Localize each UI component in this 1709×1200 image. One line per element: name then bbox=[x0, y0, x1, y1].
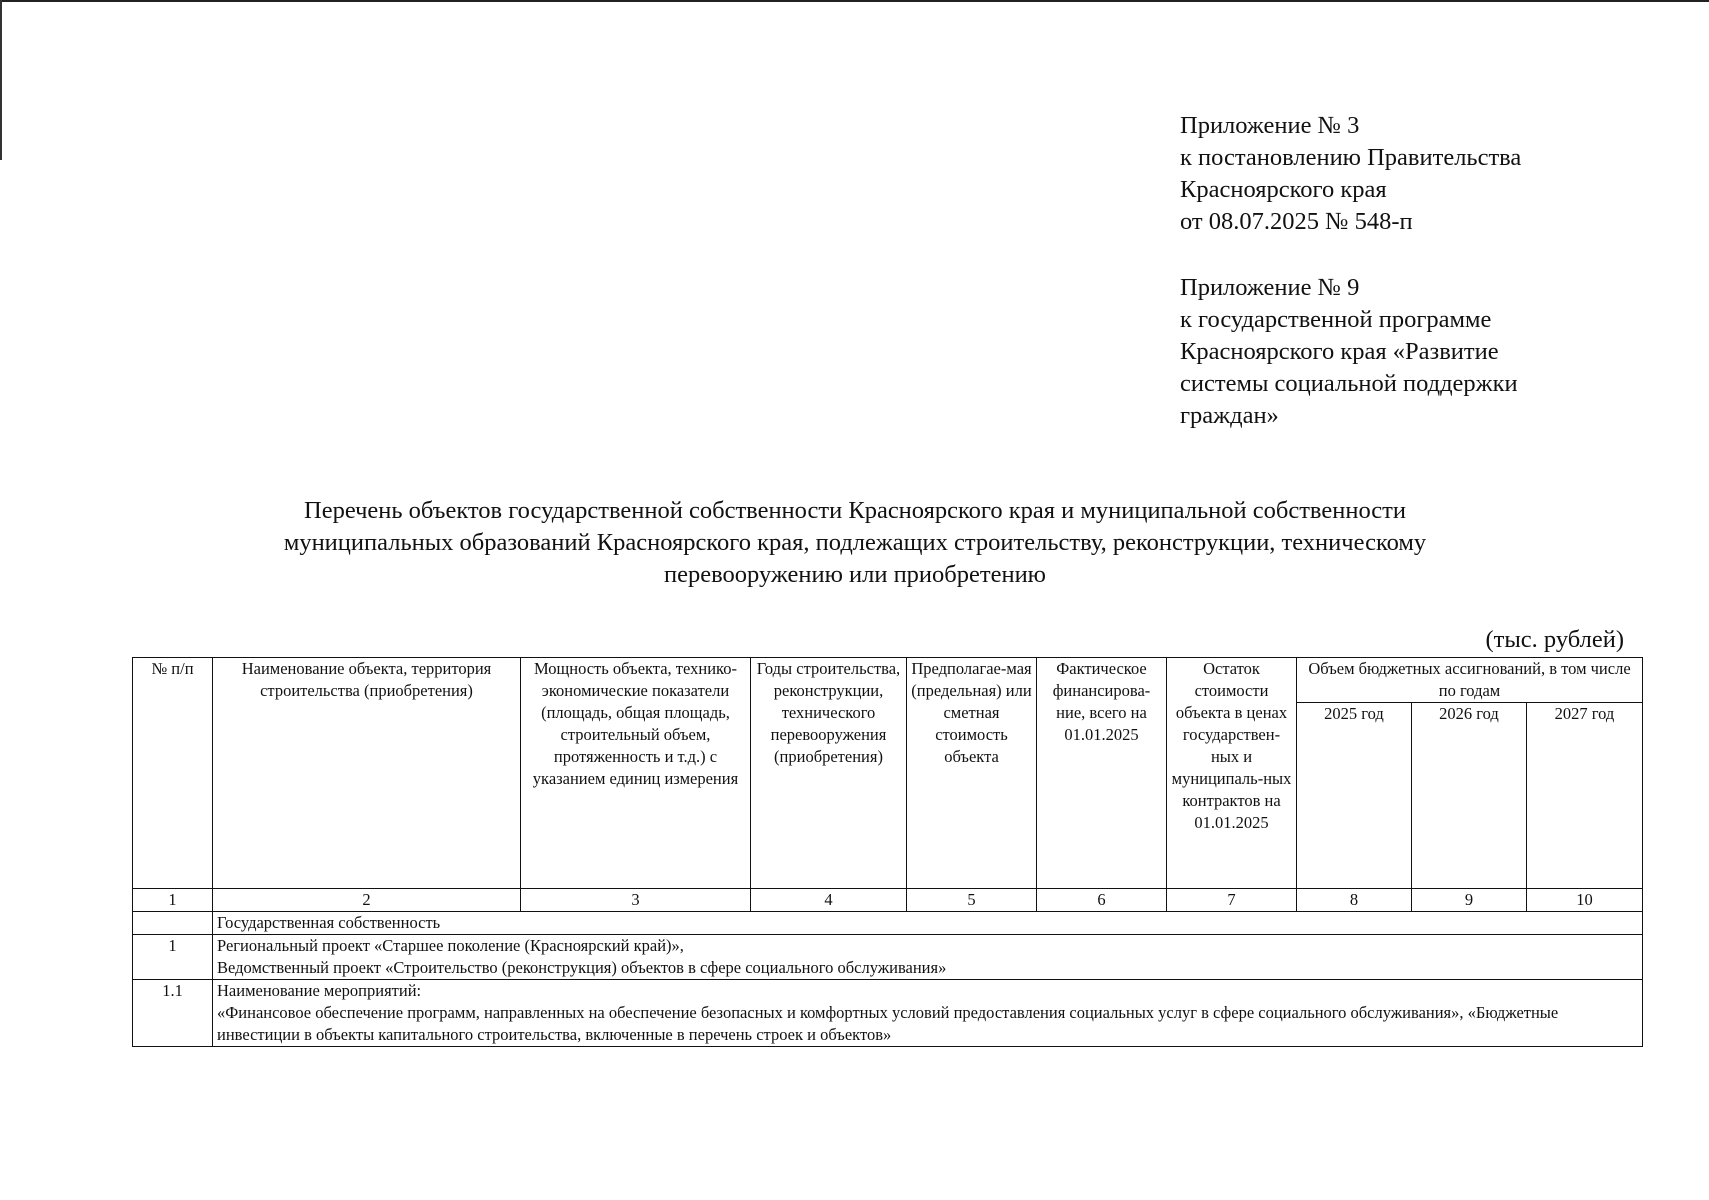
row-text-line: Ведомственный проект «Строительство (реконструкция) объектов в сфере социального обслуживания» bbox=[217, 958, 947, 977]
objects-table bbox=[132, 657, 1643, 1047]
header-estimated-cost: Предполагае-мая (предельная) или сметная стоимость объекта bbox=[907, 658, 1037, 889]
header-remaining-cost: Остаток стоимости объекта в ценах государствен-ных и муниципаль-ных контрактов на 01.01.2025 bbox=[1167, 658, 1297, 889]
column-number: 8 bbox=[1297, 889, 1412, 912]
table-row bbox=[133, 935, 1643, 980]
title-line: Перечень объектов государственной собственности Красноярского края и муниципальной собственности bbox=[304, 497, 1406, 524]
header-budget-allocations: Объем бюджетных ассигнований, в том числе по годам bbox=[1297, 658, 1643, 703]
row-text bbox=[213, 980, 1643, 1047]
row-text bbox=[213, 935, 1643, 980]
column-number: 10 bbox=[1527, 889, 1643, 912]
column-number: 2 bbox=[213, 889, 521, 912]
appendix-9-line: системы социальной поддержки bbox=[1180, 370, 1518, 397]
row-text-line: Государственная собственность bbox=[217, 913, 441, 932]
appendix-9-header bbox=[1180, 272, 1518, 432]
column-number: 4 bbox=[751, 889, 907, 912]
column-number: 6 bbox=[1037, 889, 1167, 912]
appendix-9-line: граждан» bbox=[1180, 402, 1279, 429]
column-number: 5 bbox=[907, 889, 1037, 912]
appendix-9-line: к государственной программе bbox=[1180, 306, 1492, 333]
title-line: перевооружению или приобретению bbox=[664, 561, 1046, 588]
header-actual-financing: Фактическое финансирова-ние, всего на 01.01.2025 bbox=[1037, 658, 1167, 889]
header-year-2027: 2027 год bbox=[1527, 703, 1643, 889]
header-year-2026: 2026 год bbox=[1412, 703, 1527, 889]
header-number: № п/п bbox=[133, 658, 213, 889]
appendix-3-line: Красноярского края bbox=[1180, 176, 1387, 203]
appendix-9-line: Приложение № 9 bbox=[1180, 274, 1360, 301]
header-object-name: Наименование объекта, территория строительства (приобретения) bbox=[213, 658, 521, 889]
title-line: муниципальных образований Красноярского края, подлежащих строительству, реконструкции, техническому bbox=[283, 529, 1427, 556]
row-text-line: Региональный проект «Старшее поколение (Красноярский край)», bbox=[217, 936, 684, 955]
table-row bbox=[133, 980, 1643, 1047]
column-number: 3 bbox=[521, 889, 751, 912]
table-row bbox=[133, 912, 1643, 935]
row-text-line: Наименование мероприятий: bbox=[217, 981, 422, 1000]
scan-top-edge bbox=[0, 0, 1709, 2]
row-number: 1.1 bbox=[133, 980, 213, 1047]
column-numbers-row bbox=[133, 889, 1643, 912]
appendix-3-header bbox=[1180, 110, 1521, 238]
header-capacity: Мощность объекта, технико-экономические показатели (площадь, общая площадь, строительный объем, протяженность и т.д.) с указанием единиц измерения bbox=[521, 658, 751, 889]
document-title bbox=[150, 495, 1560, 591]
table-header-row bbox=[133, 658, 1643, 703]
scan-left-edge bbox=[0, 0, 2, 160]
column-number: 1 bbox=[133, 889, 213, 912]
column-number: 7 bbox=[1167, 889, 1297, 912]
appendix-9-line: Красноярского края «Развитие bbox=[1180, 338, 1499, 365]
row-number bbox=[133, 912, 213, 935]
row-text bbox=[213, 912, 1643, 935]
appendix-3-line: от 08.07.2025 № 548-п bbox=[1180, 208, 1413, 235]
header-year-2025: 2025 год bbox=[1297, 703, 1412, 889]
row-number: 1 bbox=[133, 935, 213, 980]
row-text-line: «Финансовое обеспечение программ, направленных на обеспечение безопасных и комфортных условий предоставления социальных услуг в сфере социального обслуживания», «Бюджетные инвестиции в объекты капитального строительства, включенные в перечень строек и объектов» bbox=[217, 1003, 1559, 1044]
appendix-3-line: Приложение № 3 bbox=[1180, 112, 1360, 139]
appendix-3-line: к постановлению Правительства bbox=[1180, 144, 1522, 171]
column-number: 9 bbox=[1412, 889, 1527, 912]
header-years: Годы строительства, реконструкции, технического перевооружения (приобретения) bbox=[751, 658, 907, 889]
units-label: (тыс. рублей) bbox=[1485, 626, 1624, 653]
